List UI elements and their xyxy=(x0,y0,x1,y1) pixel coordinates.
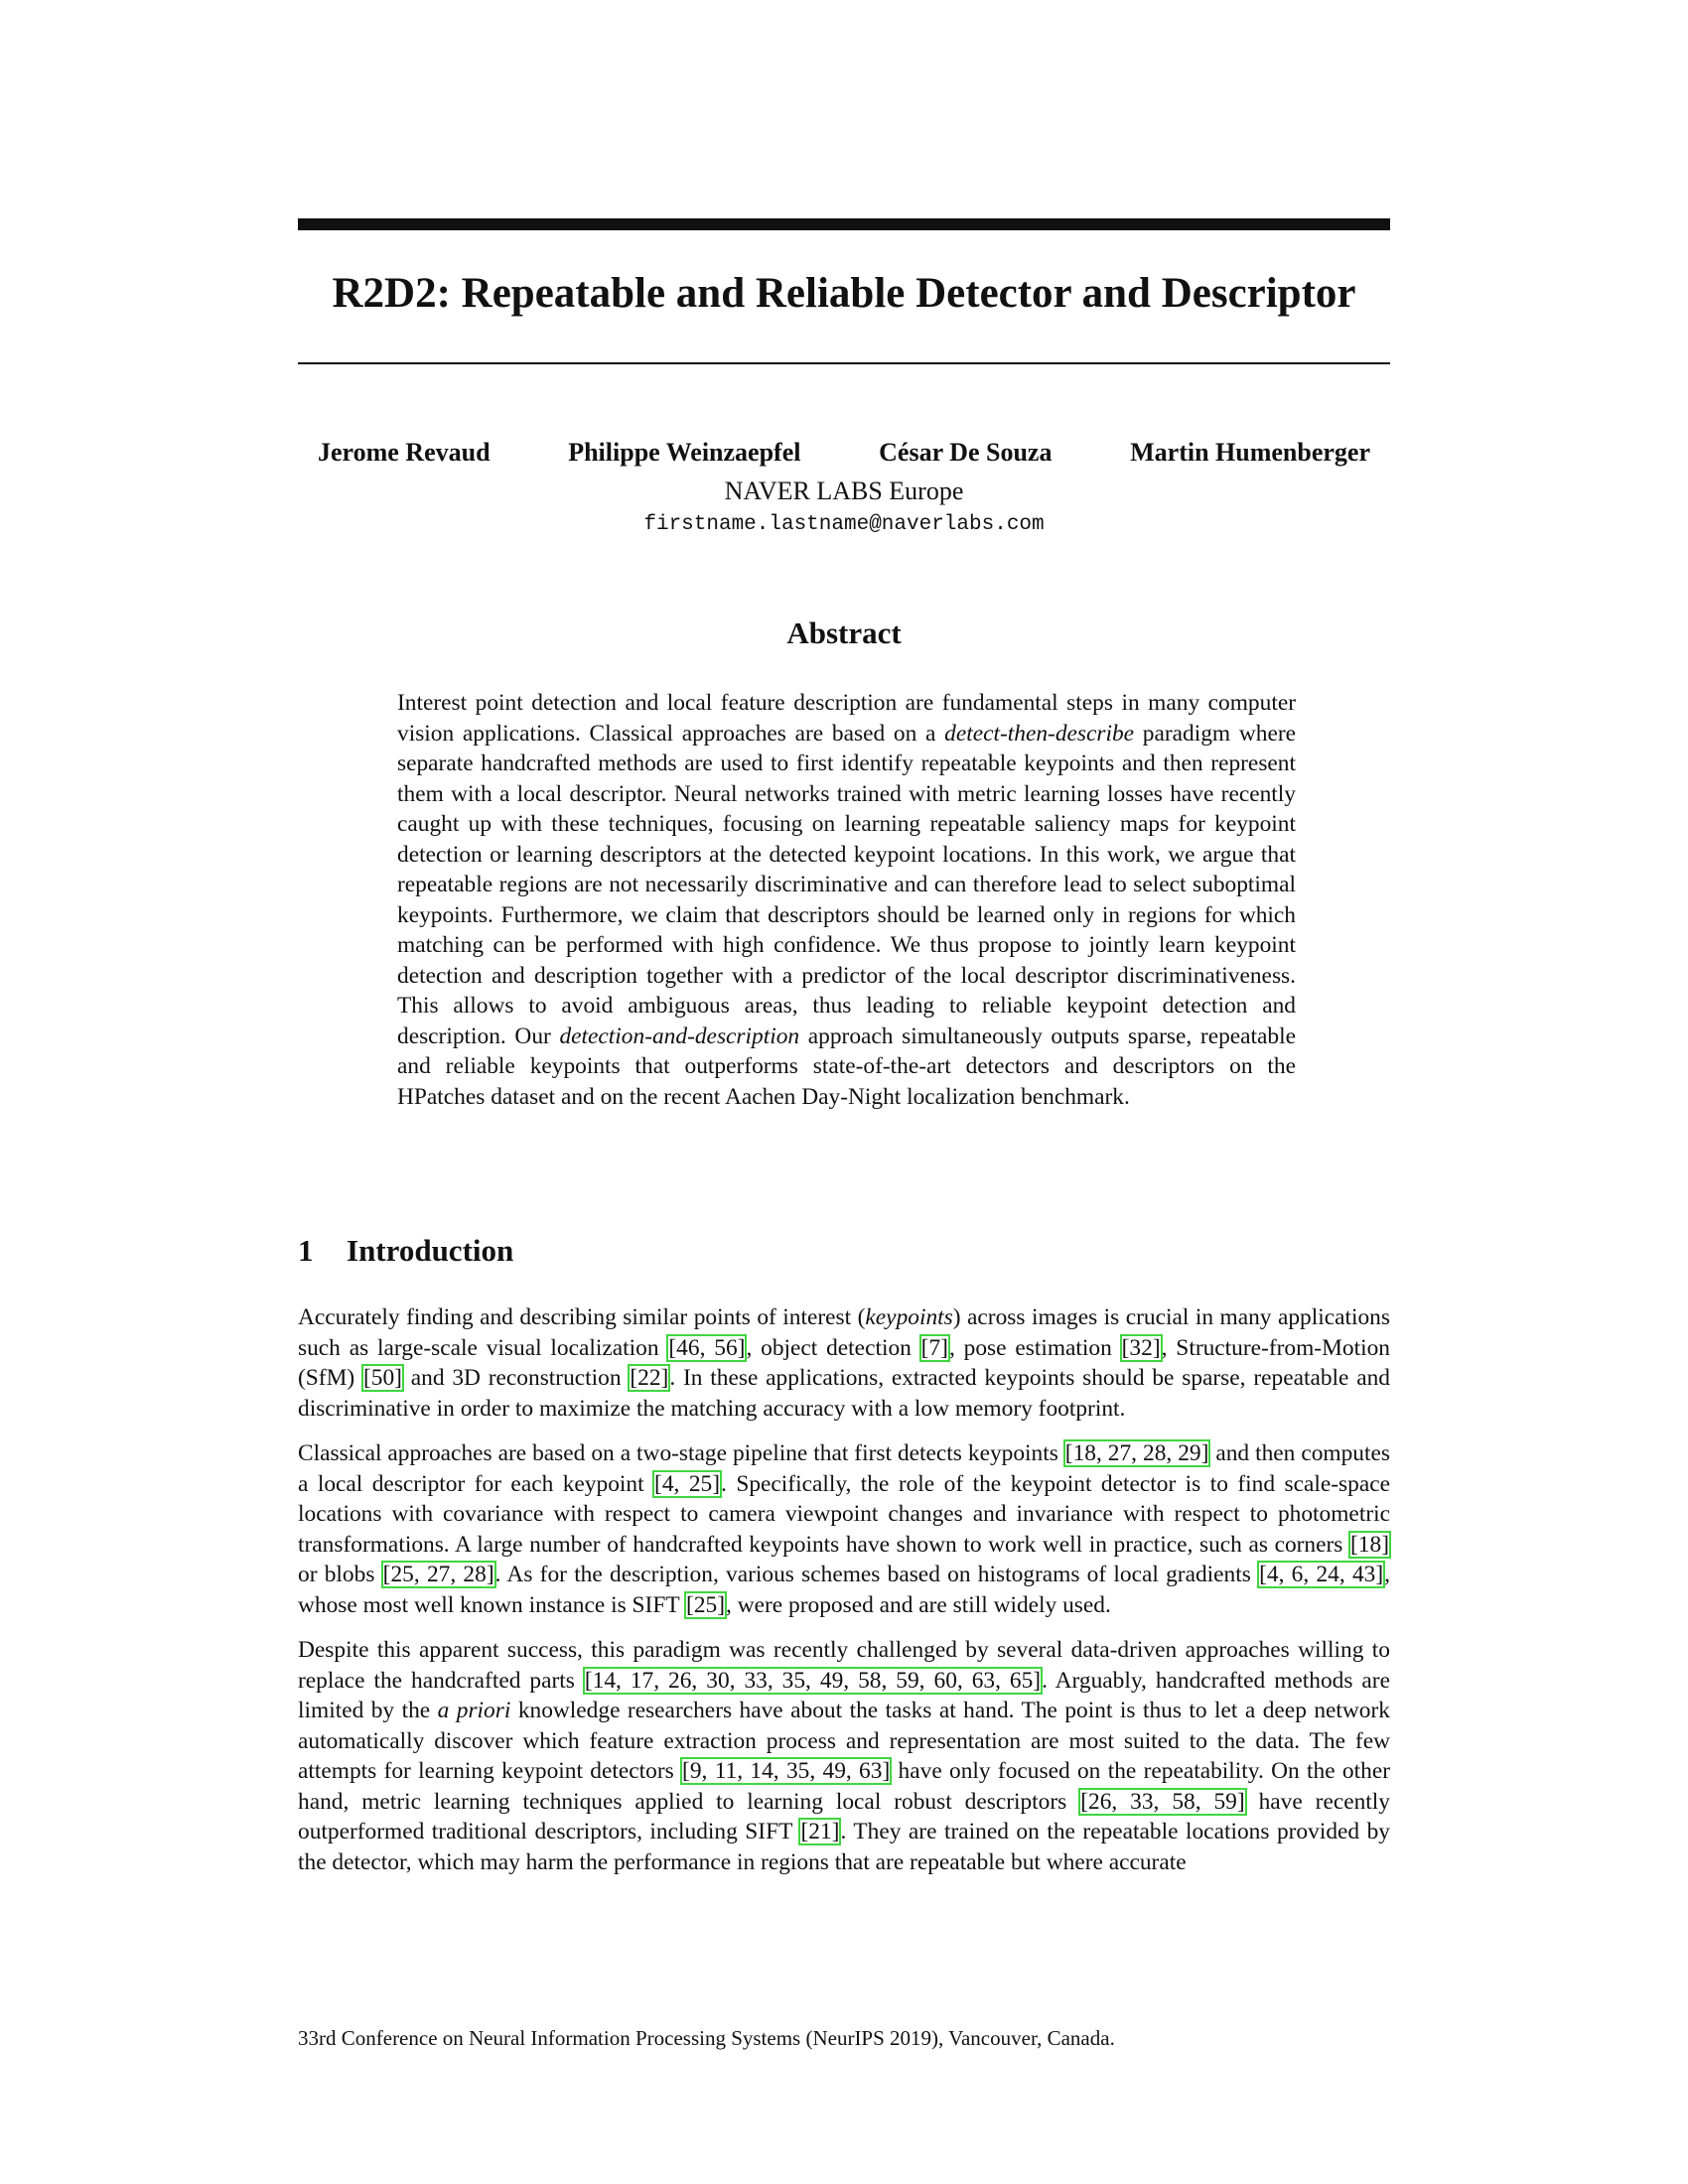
abstract-text-segment: paradigm where separate handcrafted methods are used to first identify repeatable keypoints and then represent them with a local descriptor. Neural networks trained with metric learning losses have recently caught up with these techniques, focusing on learning repeatable saliency maps for keypoint detection or learning descriptors at the detected keypoint locations. In this work, we argue that repeatable regions are not necessarily discriminative and can therefore lead to select suboptimal keypoints. Furthermore, we claim that descriptors should be learned only in regions for which matching can be performed with high confidence. We thus propose to jointly learn keypoint detection and description together with a predictor of the local descriptor discriminativeness. This allows to avoid ambiguous areas, thus leading to reliable keypoint detection and description. Our xyxy=(397,720,1296,1049)
author-list xyxy=(298,435,1390,471)
abstract-emphasis: detect-then-describe xyxy=(944,720,1135,747)
citation-link[interactable]: [4, 25] xyxy=(654,1470,721,1497)
citation-link[interactable]: [25, 27, 28] xyxy=(382,1562,494,1587)
section-heading-introduction xyxy=(298,1229,1390,1273)
citation-link[interactable]: [4, 6, 24, 43] xyxy=(1259,1562,1384,1587)
author-name: César De Souza xyxy=(879,438,1053,467)
section-number: 1 xyxy=(298,1233,314,1268)
text-segment: . As for the description, various schemes based on histograms of local gradients xyxy=(494,1562,1259,1587)
title-top-rule xyxy=(298,218,1390,230)
text-segment: , pose estimation xyxy=(948,1334,1121,1361)
citation-link[interactable]: [26, 33, 58, 59] xyxy=(1080,1788,1245,1815)
author-name: Martin Humenberger xyxy=(1130,438,1370,467)
author-name: Jerome Revaud xyxy=(318,438,491,467)
section-title: Introduction xyxy=(347,1233,514,1268)
text-segment: . Arguably, handcrafted methods are limited by the xyxy=(298,1667,1390,1723)
emphasis: a priori xyxy=(437,1698,511,1723)
text-segment: knowledge researchers have about the tasks at hand. The point is thus to let a deep network automatically discover which feature extraction process and representation are most suited to the data. The few attempts for learning keypoint detectors xyxy=(298,1698,1390,1784)
citation-link[interactable]: [32] xyxy=(1121,1334,1161,1361)
text-segment: , Structure-from-Motion (SfM) xyxy=(298,1334,1390,1391)
text-segment: , were proposed and are still widely used. xyxy=(726,1591,1111,1618)
text-segment: have only focused on the repeatability. On the other hand, metric learning techniques applied to learning local robust descriptors xyxy=(298,1758,1390,1815)
conference-footnote: 33rd Conference on Neural Information Processing Systems (NeurIPS 2019), Vancouver, Canada. xyxy=(298,2026,1115,2050)
text-segment: Classical approaches are based on a two-stage pipeline that first detects keypoints xyxy=(298,1440,1064,1466)
emphasis: keypoints xyxy=(865,1304,953,1330)
text-segment: or blobs xyxy=(298,1562,382,1587)
affiliation: NAVER LABS Europe xyxy=(724,477,964,505)
citation-link[interactable]: [18] xyxy=(1350,1531,1389,1558)
abstract-text-segment: approach simultaneously outputs sparse, repeatable and reliable keypoints that outperforms state-of-the-art detectors and descriptors on the HPatches dataset and on the recent Aachen Day-Night localization benchmark. xyxy=(397,1023,1296,1110)
intro-paragraph-2 xyxy=(298,1438,1390,1620)
text-segment: have recently outperformed traditional descriptors, including SIFT xyxy=(298,1788,1390,1844)
text-segment: ) across images is crucial in many applications such as large-scale visual localization xyxy=(298,1304,1390,1361)
citation-link[interactable]: [18, 27, 28, 29] xyxy=(1064,1440,1209,1466)
citation-link[interactable]: [25] xyxy=(686,1591,726,1618)
text-segment: and then computes a local descriptor for each keypoint xyxy=(298,1440,1390,1497)
intro-paragraph-3 xyxy=(298,1635,1390,1877)
intro-paragraph-1 xyxy=(298,1302,1390,1424)
abstract-emphasis: detection-and-description xyxy=(559,1023,800,1049)
text-segment: . Specifically, the role of the keypoint detector is to find scale-space locations with covariance with respect to camera viewpoint changes and invariance with respect to photometric transformations. A large number of handcrafted keypoints have shown to work well in practice, such as corners xyxy=(298,1470,1390,1558)
abstract-text-segment: Interest point detection and local feature description are fundamental steps in many computer vision applications. Classical approaches are based on a xyxy=(397,690,1296,747)
citation-link[interactable]: [46, 56] xyxy=(668,1334,746,1361)
citation-link[interactable]: [21] xyxy=(800,1819,840,1844)
author-email: firstname.lastname@naverlabs.com xyxy=(643,513,1045,536)
abstract-heading: Abstract xyxy=(786,615,902,650)
citation-link[interactable]: [14, 17, 26, 30, 33, 35, 49, 58, 59, 60, 63, 65] xyxy=(584,1667,1042,1694)
paper-title: R2D2: Repeatable and Reliable Detector and Descriptor xyxy=(332,270,1356,317)
title-bottom-rule xyxy=(298,362,1390,364)
citation-link[interactable]: [22] xyxy=(630,1365,669,1391)
text-segment: , object detection xyxy=(746,1334,920,1361)
citation-link[interactable]: [7] xyxy=(920,1334,948,1361)
text-segment: Accurately finding and describing similar points of interest ( xyxy=(298,1304,866,1330)
text-segment: , whose most well known instance is SIFT xyxy=(298,1562,1390,1618)
text-segment: and 3D reconstruction xyxy=(402,1365,630,1391)
abstract-text xyxy=(397,688,1296,1112)
author-name: Philippe Weinzaepfel xyxy=(568,438,801,467)
introduction-body xyxy=(298,1302,1390,1892)
text-segment: . In these applications, extracted keypoints should be sparse, repeatable and discriminative in order to maximize the matching accuracy with a low memory footprint. xyxy=(298,1365,1390,1422)
text-segment: Despite this apparent success, this paradigm was recently challenged by several data-driven approaches willing to replace the handcrafted parts xyxy=(298,1637,1390,1694)
citation-link[interactable]: [9, 11, 14, 35, 49, 63] xyxy=(682,1758,891,1784)
text-segment: . They are trained on the repeatable locations provided by the detector, which may harm the performance in regions that are repeatable but where accurate xyxy=(298,1819,1390,1875)
citation-link[interactable]: [50] xyxy=(362,1365,402,1391)
